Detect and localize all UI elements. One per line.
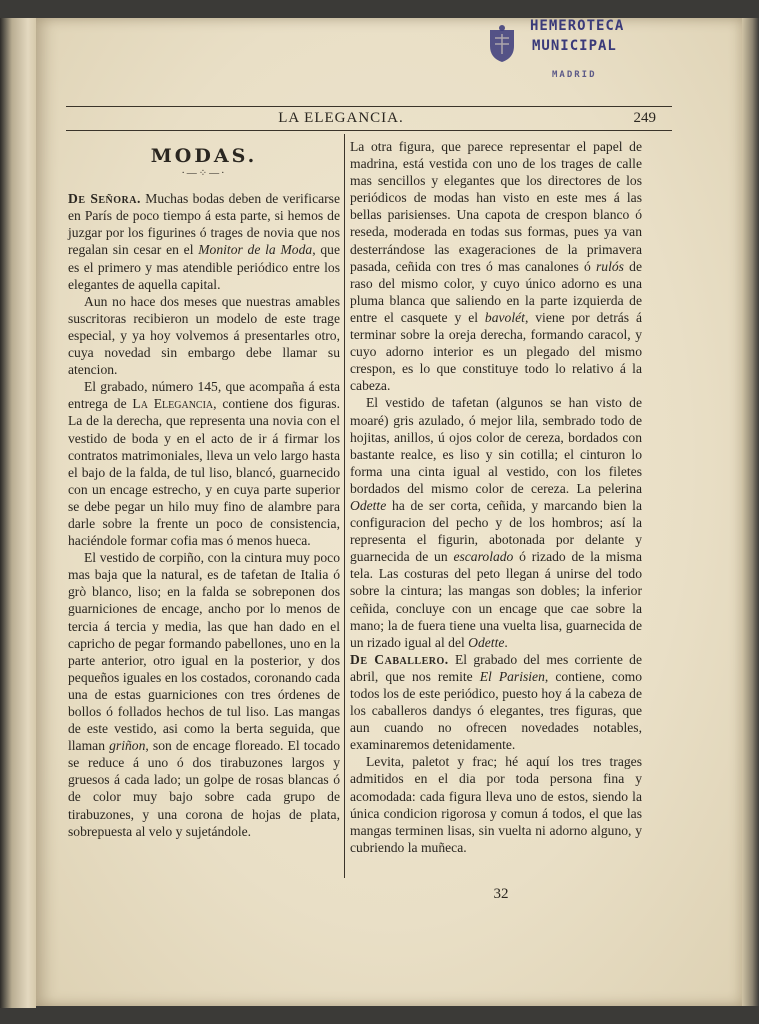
paragraph: [350, 138, 642, 394]
italic-run: Odette: [468, 634, 505, 650]
title-ornament: ·—⁘—·: [181, 168, 227, 180]
right-page-edge: [742, 18, 759, 1006]
column-divider: [344, 134, 345, 878]
stamp-line-1: HEMEROTECA: [530, 18, 625, 34]
text-run: , contiene dos figuras. La de la derecha, que representa una novia con el vestido de boda y en el acto de ir á firmar los contratos matrimoniales, lleva un velo largo hasta el bajo de la falda, de tul liso, blancó, guarnecido con un encage estrecho, y en cuya parte superior se debe pegar un hilo muy fino de alambre para darle sobre la frente un poco de consistencia, haciéndole formar cofia mas ó menos hueca.: [68, 396, 340, 549]
text-run: , que es el primero y mas atendible periódico entre los elegantes de aquella capital.: [68, 242, 340, 292]
stamp-line-2: MUNICIPAL: [532, 38, 617, 54]
small-caps-run: La Elegancia: [132, 396, 214, 412]
left-page-edge: [0, 18, 36, 1008]
paragraph: [350, 753, 642, 856]
text-run: El vestido de tafetan (algunos se han visto de moaré) gris azulado, ó mejor lila, sembrado todo de hojitas, anillos, ú ojos color de cereza, bordados con bastante realce, es liso y sin cotilla; el cinturon lo forma una cinta igual al vestido, con los filetes bordados del mismo color de cereza. La pelerina: [350, 395, 642, 496]
text-run: de raso del mismo color, y cuyo único adorno es una pluma blanca que saliendo en la parte izquierda de entre el casquete y el: [350, 258, 642, 325]
paragraph-lead-label: De Caballero.: [350, 651, 449, 667]
left-column-paragraphs: [68, 190, 340, 840]
text-run: Levita, paletot y frac; hé aquí los tres trages admitidos en el dia por toda persona fina y acomodada: cada figura lleva uno de estos, siendo la única condicion rigorosa y comun á todos, el que las mangas terminen lisas, sin vuelta ni adorno alguno, y cubriendo la muñeca.: [350, 754, 642, 855]
paragraph: [350, 651, 642, 754]
signature-mark: 32: [493, 886, 509, 902]
text-run: ha de ser corta, ceñida, y marcando bien la configuracion del pecho y de los hombros; así la representa el figurin, abotonada por delante y guarnecida de un: [350, 497, 642, 565]
text-run: El grabado, número 145, que acompaña á esta entrega de: [68, 379, 340, 412]
library-stamp: [476, 18, 676, 88]
text-run: , viene por detrás á terminar sobre la oreja derecha, formando caracol, y cuyo adorno interior es un plegado del mismo crespon, es lo que constituye todo lo relativo á la cabeza.: [350, 309, 643, 394]
italic-run: bavolét: [484, 309, 525, 325]
italic-run: griñon: [109, 738, 146, 754]
header-rule-bottom: [66, 130, 672, 131]
paragraph: [68, 378, 340, 549]
text-run: Muchas bodas deben de verificarse en París de poco tiempo á esta parte, si hemos de juzgar por los figurines ó trages de novia que nos regalan sin cesar en el: [68, 191, 340, 258]
italic-run: Monitor de la Moda: [198, 242, 313, 258]
header-rule-top: [66, 106, 672, 107]
right-column-paragraphs: [350, 138, 642, 856]
running-title: LA ELEGANCIA.: [278, 110, 404, 126]
text-run: La otra figura, que parece representar el papel de madrina, está vestida con uno de los trages de calle mas sencillos y elegantes que los directores de los periódicos de modas han visto en este mes á las bellas parisienses. Una capota de crespon blanco ó reseda, moderada en todas sus formas, pues ya van desterrándose las exageraciones de la primavera pasada, ceñida con tres ó mas canalones ó: [350, 139, 642, 274]
italic-run: rulós: [595, 258, 624, 274]
text-run: ó rizado de la misma tela. Las costuras del peto llegan á unirse del todo sobre la cintura; las mangas son dobles; la inferior ceñida, concluye con un encage que cae sobre la mano; la de fuera tiene una vuelta lisa, guarnecida de un rizado igual al del: [350, 549, 642, 650]
paragraph-lead-label: De Señora.: [68, 191, 141, 207]
paragraph: [68, 549, 340, 840]
italic-run: Odette: [350, 497, 387, 513]
paragraph: [68, 190, 340, 293]
text-run: , contiene, como todos los de este periódico, puesto hoy á la cabeza de los caballeros dandys ó elegantes, tres figuras, que aun cuando no ofrecen novedades notables, examinaremos detenidamente.: [350, 668, 643, 753]
text-run: El grabado del mes corriente de abril, que nos remite: [350, 651, 642, 684]
italic-run: escarolado: [453, 549, 514, 565]
right-column: [350, 138, 642, 856]
left-column: [68, 138, 340, 840]
text-run: Aun no hace dos meses que nuestras amables suscritoras recibieron un modelo de este trage especial, y ya hoy volvemos á presentarles otro, cuya novedad sin embargo debe llamar su atencion.: [68, 293, 340, 378]
page-number: 249: [633, 110, 656, 126]
stamp-line-3: MADRID: [552, 70, 597, 80]
text-run: El vestido de corpiño, con la cintura muy poco mas baja que la natural, es de tafetan de Italia ó grò blanco, liso; en la falda se sobreponen dos guarniciones de encage, ancho por lo menos de tercia á tercia y media, las que han dado en el capricho de pegar formando pabellones, uno en la parte anterior, otro igual en la posterior, y dos pequeños iguales en los costados, coronando cada una de estas guarniciones con tres órdenes de bollos ó follados hechos de tul liso. Las mangas de este vestido, asi como la berta seguida, que llaman: [68, 550, 340, 754]
italic-run: El Parisien: [479, 668, 545, 684]
paragraph: [68, 293, 340, 378]
coat-of-arms-seal-icon: [482, 24, 522, 64]
section-title: MODAS.: [150, 145, 258, 167]
paragraph: [350, 394, 642, 650]
text-run: , son de encage floreado. El tocado se reduce á uno ó dos tirabuzones largos y gruesos á cada lado; un golpe de rosas blancas ó de color muy bajo sobre cada grupo de tirabuzones, y una corona de hojas de plata, sobrepuesta al velo y sujetándole.: [68, 738, 341, 839]
book-page: [36, 18, 742, 1006]
text-run: .: [504, 634, 508, 650]
